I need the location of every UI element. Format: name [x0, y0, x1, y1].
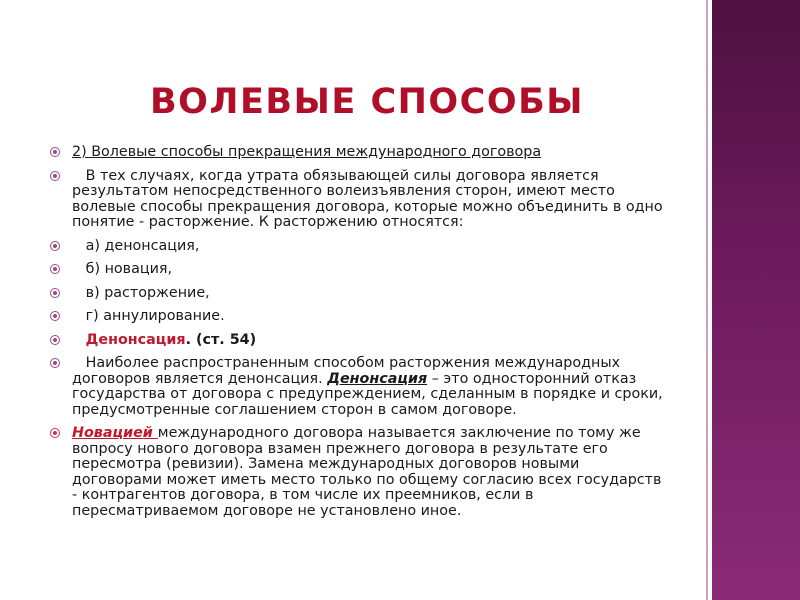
- item-text: – это односторонний отказ государства от договора с предупреждением, сделанным в порядке и сроки, предусмотренные соглашением сторон в самом договоре.: [72, 370, 663, 418]
- bullet-icon: [50, 428, 60, 438]
- list-item: [48, 333, 668, 349]
- list-item: [48, 356, 668, 418]
- side-decor-band: [712, 0, 800, 600]
- item-text: Наиболее распространенным способом расторжения международных договоров является денонсация.: [72, 355, 621, 387]
- bullet-icon: [50, 288, 60, 298]
- list-item: [48, 286, 668, 302]
- list-item: [48, 145, 668, 161]
- list-item: [48, 309, 668, 325]
- term-denunciation: Денонсация: [85, 331, 186, 348]
- side-divider-line: [706, 0, 708, 600]
- list-item: [48, 426, 668, 519]
- bullet-icon: [50, 171, 60, 181]
- term-novation: Новацией: [72, 425, 158, 441]
- item-text: б) новация,: [85, 261, 173, 277]
- item-text: в) расторжение,: [85, 284, 210, 301]
- list-item: [48, 169, 668, 231]
- item-text: а) денонсация,: [85, 237, 200, 254]
- slide-title: ВОЛЕВЫЕ СПОСОБЫ: [150, 82, 585, 122]
- item-text: . (ст. 54): [185, 331, 257, 348]
- bullet-icon: [50, 264, 60, 274]
- item-text: В тех случаях, когда утрата обязывающей силы договора является результатом непосредственного волеизъявления сторон, имеют место волевые способы прекращения договора, которые можно объединить в одно понятие - расторжение. К расторжению относятся:: [72, 167, 663, 230]
- list-item: [48, 262, 668, 278]
- list-item: [48, 239, 668, 255]
- bullet-icon: [50, 241, 60, 251]
- bullet-icon: [50, 147, 60, 157]
- bullet-icon: [50, 335, 60, 345]
- item-text: 2) Волевые способы прекращения международного договора: [72, 144, 542, 160]
- bullet-list: [48, 145, 668, 527]
- term-denunciation-definition: Денонсация: [327, 370, 428, 387]
- item-text: г) аннулирование.: [85, 308, 225, 324]
- bullet-icon: [50, 311, 60, 321]
- bullet-icon: [50, 358, 60, 368]
- item-text: международного договора называется заключение по тому же вопросу нового договора взамен прежнего договора в результате его пересмотра (ревизии). Замена международных договоров новыми договорами может иметь место только по общему согласию всех государств - контрагентов договора, в том числе их преемников, если в пересматриваемом договоре не установлено иное.: [72, 425, 662, 519]
